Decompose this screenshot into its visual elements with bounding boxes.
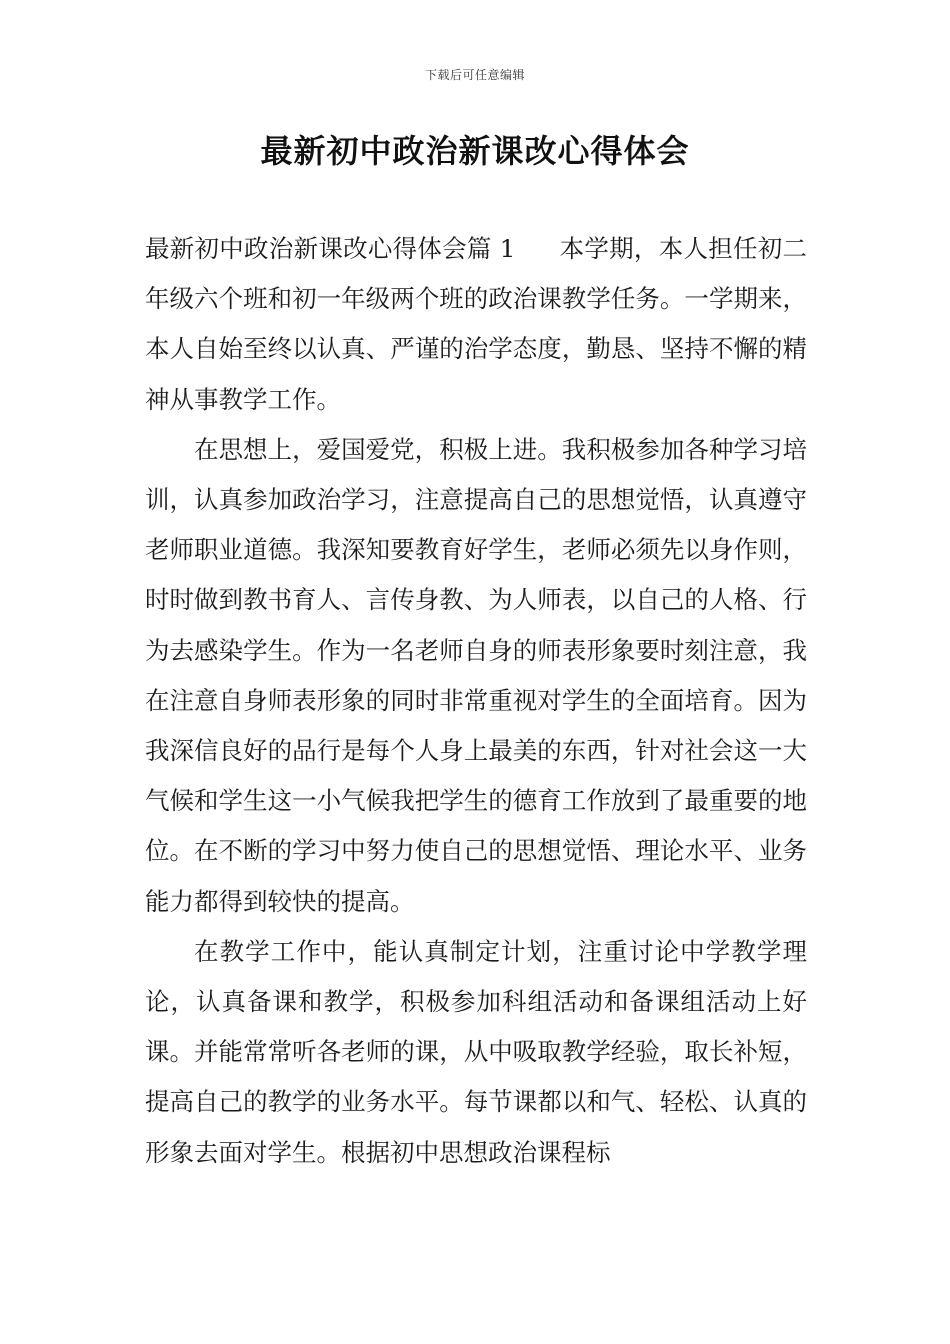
section-label: 最新初中政治新课改心得体会篇 1: [145, 234, 516, 263]
paragraph-text: 本学期，本人担任初二年级六个班和初一年级两个班的政治课教学任务。一学期来，本人自始至终以认真、严谨的治学态度，勤恳、坚持不懈的精神从事教学工作。: [145, 234, 808, 414]
paragraph-intro: [145, 224, 807, 425]
document-body: [145, 224, 807, 1178]
paragraph: 在教学工作中，能认真制定计划，注重讨论中学教学理论，认真备课和教学，积极参加科组活动和备课组活动上好课。并能常常听各老师的课，从中吸取教学经验，取长补短，提高自己的教学的业务水平。每节课都以和气、轻松、认真的形象去面对学生。根据初中思想政治课程标: [145, 936, 807, 1167]
header-note: 下载后可任意编辑: [424, 68, 525, 82]
document-title: 最新初中政治新课改心得体会: [260, 132, 690, 170]
paragraph: 在思想上，爱国爱党，积极上进。我积极参加各种学习培训，认真参加政治学习，注意提高自己的思想觉悟，认真遵守老师职业道德。我深知要教育好学生，老师必须先以身作则，时时做到教书育人、言传身教、为人师表，以自己的人格、行为去感染学生。作为一名老师自身的师表形象要时刻注意，我在注意自身师表形象的同时非常重视对学生的全面培育。因为我深信良好的品行是每个人身上最美的东西，针对社会这一大气候和学生这一小气候我把学生的德育工作放到了最重要的地位。在不断的学习中努力使自己的思想觉悟、理论水平、业务能力都得到较快的提高。: [145, 434, 807, 916]
